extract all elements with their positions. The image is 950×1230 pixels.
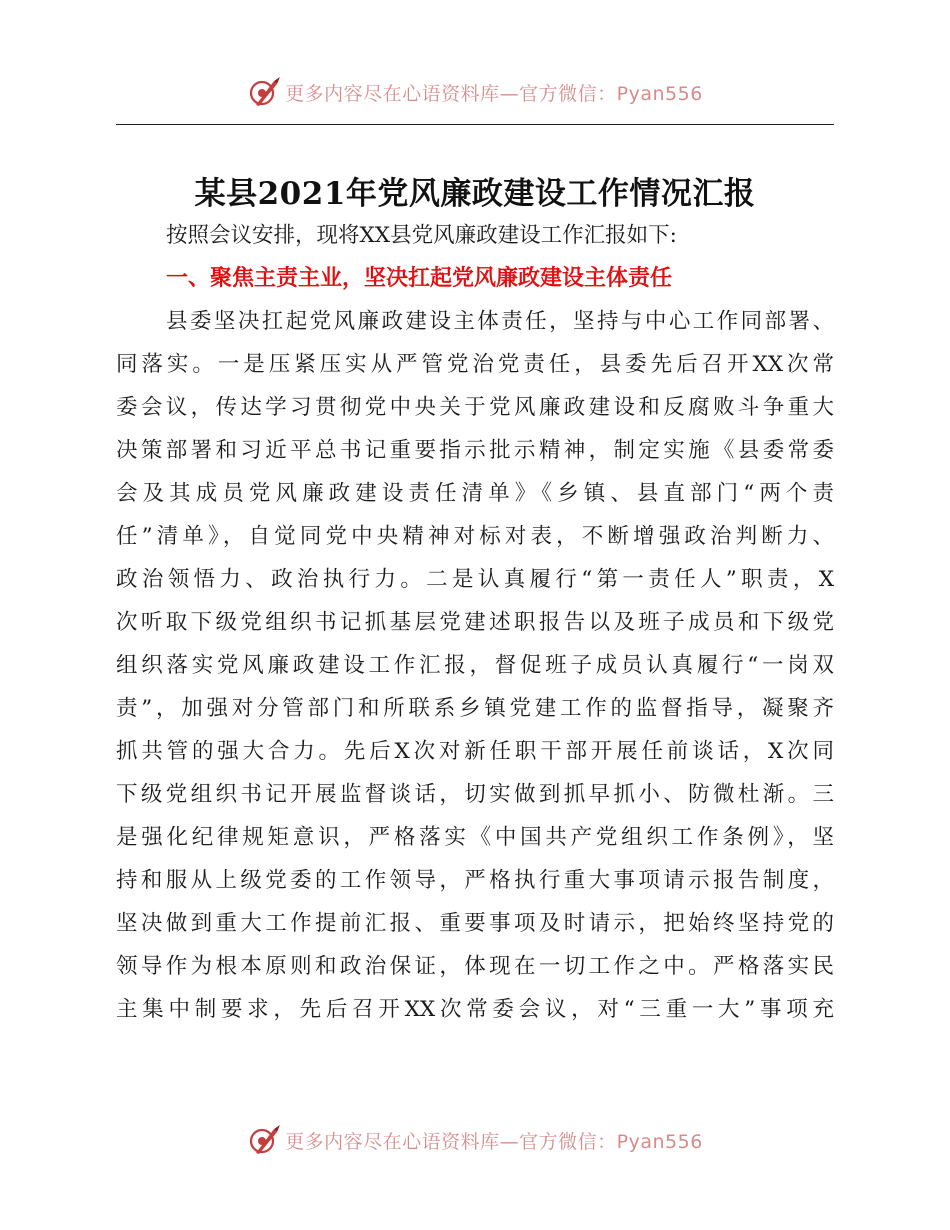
body-line: 坚决做到重大工作提前汇报、重要事项及时请示，把始终坚持党的	[116, 911, 834, 936]
body-line: 责”，加强对分管部门和所联系乡镇党建工作的监督指导，凝聚齐	[116, 696, 834, 721]
body-line: 是强化纪律规矩意识，严格落实《中国共产党组织工作条例》，坚	[116, 825, 834, 850]
header-divider	[116, 124, 834, 125]
body-line: 同落实。一是压紧压实从严管党治党责任，县委先后召开XX次常	[116, 352, 834, 377]
body-line: 下级党组织书记开展监督谈话，切实做到抓早抓小、防微杜渐。三	[116, 782, 834, 807]
quill-pen-logo-icon	[247, 1123, 281, 1157]
body-line: 组织落实党风廉政建设工作汇报，督促班子成员认真履行“一岗双	[116, 653, 834, 678]
intro-paragraph: 按照会议安排，现将XX县党风廉政建设工作汇报如下:	[166, 223, 677, 248]
body-line: 决策部署和习近平总书记重要指示批示精神，制定实施《县委常委	[116, 438, 834, 463]
body-line: 抓共管的强大合力。先后X次对新任职干部开展任前谈话，X次同	[116, 739, 834, 764]
body-line: 主集中制要求，先后召开XX次常委会议，对“三重一大”事项充	[116, 997, 834, 1022]
body-line: 县委坚决扛起党风廉政建设主体责任，坚持与中心工作同部署、	[166, 309, 834, 334]
header-banner	[0, 72, 950, 112]
body-line: 任”清单》，自觉同党中央精神对标对表，不断增强政治判断力、	[116, 524, 834, 549]
body-line: 次听取下级党组织书记抓基层党建述职报告以及班子成员和下级党	[116, 610, 834, 635]
banner-text: 更多内容尽在心语资料库—官方微信：Pyan556	[285, 82, 703, 105]
banner-text: 更多内容尽在心语资料库—官方微信：Pyan556	[285, 1130, 703, 1153]
body-line: 政治领悟力、政治执行力。二是认真履行“第一责任人”职责，X	[116, 567, 834, 592]
footer-banner	[0, 1120, 950, 1160]
body-line: 领导作为根本原则和政治保证，体现在一切工作之中。严格落实民	[116, 954, 834, 979]
body-line: 会及其成员党风廉政建设责任清单》《乡镇、县直部门“两个责	[116, 481, 834, 506]
body-line: 委会议，传达学习贯彻党中央关于党风廉政建设和反腐败斗争重大	[116, 395, 834, 420]
section-heading: 一、聚焦主责主业，坚决扛起党风廉政建设主体责任	[166, 266, 673, 291]
body-line: 持和服从上级党委的工作领导，严格执行重大事项请示报告制度，	[116, 868, 834, 893]
page-title: 某县2021年党风廉政建设工作情况汇报	[194, 176, 756, 212]
quill-pen-logo-icon	[247, 75, 281, 109]
document-body	[116, 214, 834, 1031]
